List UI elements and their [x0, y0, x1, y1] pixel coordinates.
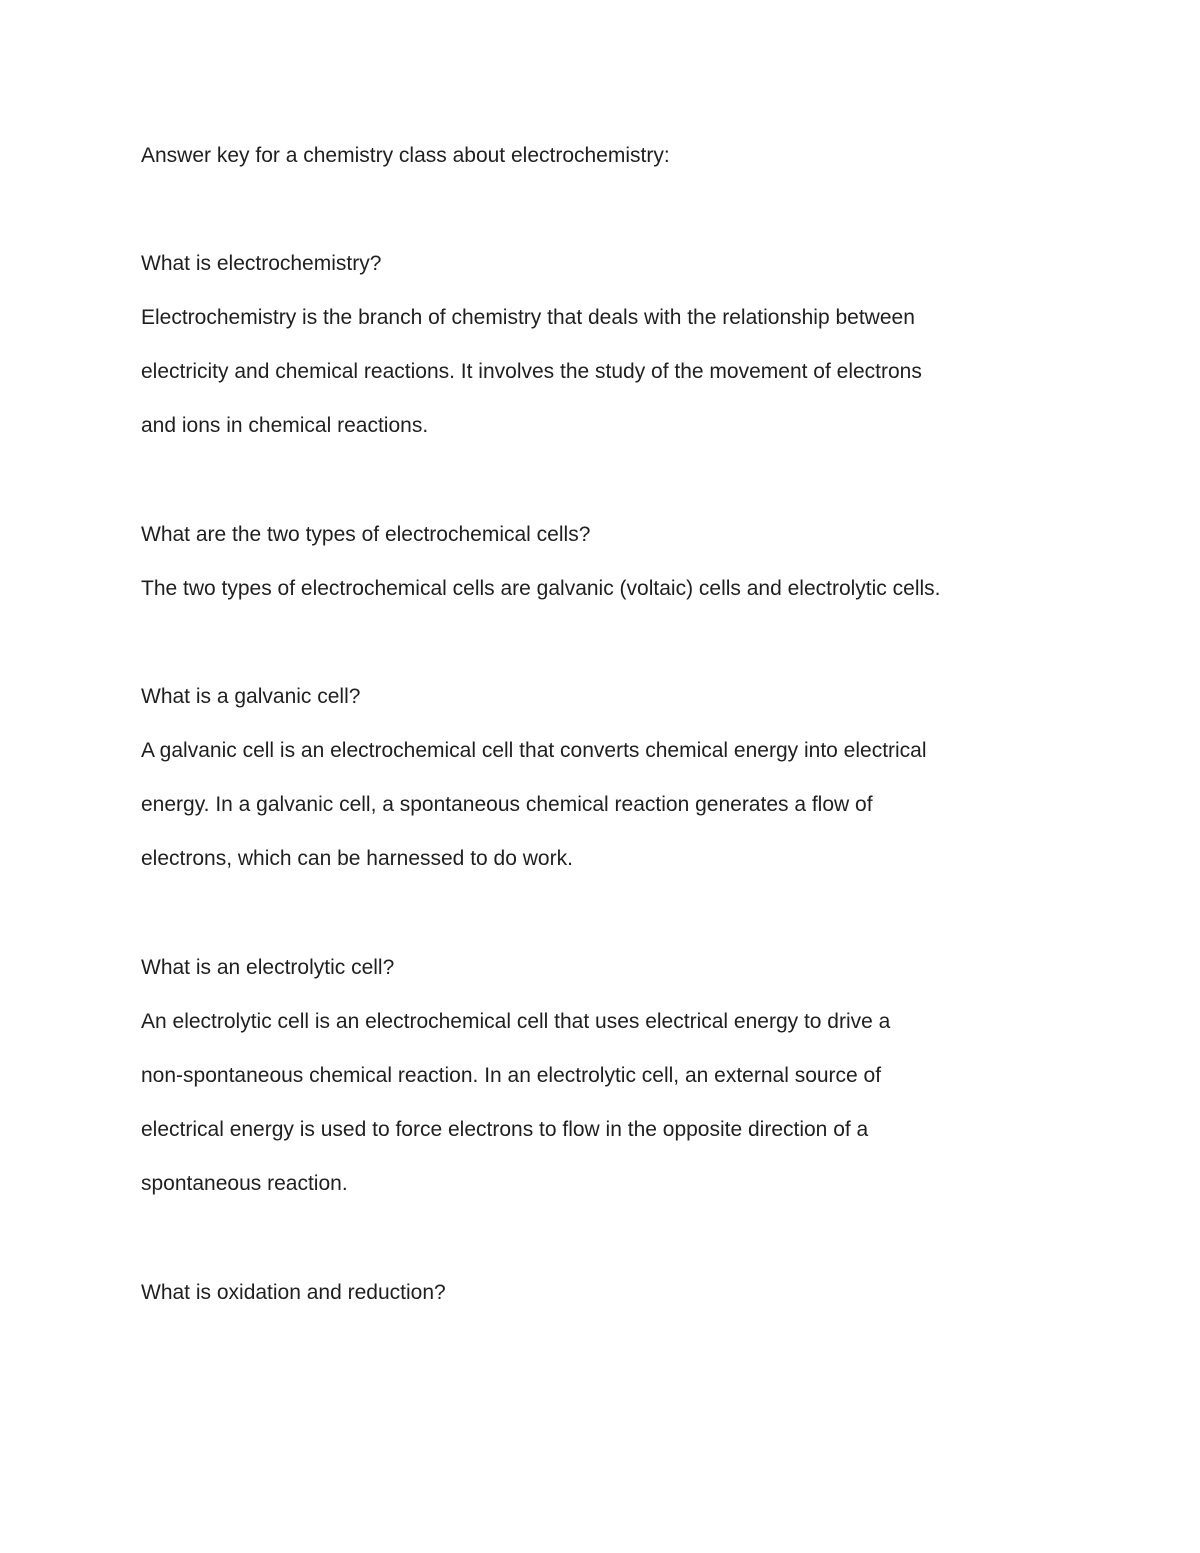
question-2: What are the two types of electrochemical cells?: [141, 523, 591, 546]
question-5: What is oxidation and reduction?: [141, 1281, 446, 1304]
question-3: What is a galvanic cell?: [141, 685, 361, 708]
answer-3-line-2: energy. In a galvanic cell, a spontaneous chemical reaction generates a flow of: [141, 793, 873, 816]
answer-4-line-1: An electrolytic cell is an electrochemical cell that uses electrical energy to drive a: [141, 1010, 891, 1033]
question-4: What is an electrolytic cell?: [141, 956, 395, 979]
answer-4-line-3: electrical energy is used to force electrons to flow in the opposite direction of a: [141, 1118, 869, 1141]
answer-3-line-3: electrons, which can be harnessed to do work.: [141, 847, 573, 870]
answer-1-line-3: and ions in chemical reactions.: [141, 414, 429, 437]
answer-4-line-4: spontaneous reaction.: [141, 1172, 348, 1195]
answer-1-line-1: Electrochemistry is the branch of chemistry that deals with the relationship between: [141, 306, 915, 329]
question-1: What is electrochemistry?: [141, 252, 382, 275]
answer-4-line-2: non-spontaneous chemical reaction. In an electrolytic cell, an external source of: [141, 1064, 882, 1087]
answer-1-line-2: electricity and chemical reactions. It involves the study of the movement of electrons: [141, 360, 922, 383]
answer-2-line-1: The two types of electrochemical cells are galvanic (voltaic) cells and electrolytic cells.: [141, 577, 941, 600]
document-title: Answer key for a chemistry class about electrochemistry:: [141, 144, 670, 167]
answer-3-line-1: A galvanic cell is an electrochemical cell that converts chemical energy into electrical: [141, 739, 927, 762]
